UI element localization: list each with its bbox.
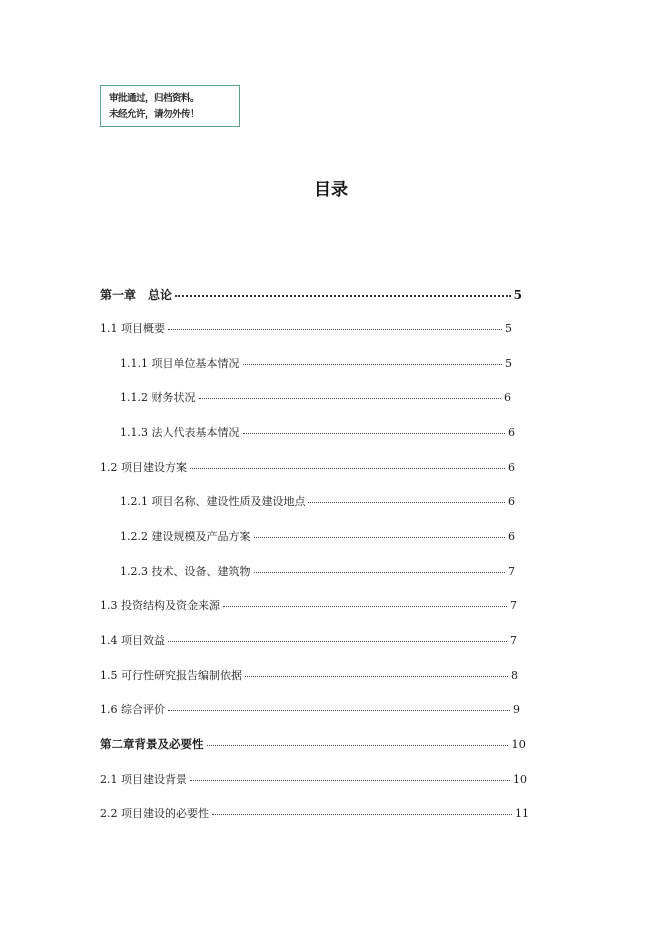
toc-leader — [190, 460, 505, 469]
toc-entry[interactable] — [120, 424, 515, 442]
toc-page: 6 — [508, 530, 515, 543]
toc-entry[interactable] — [100, 701, 520, 719]
toc-page: 6 — [504, 391, 511, 404]
toc-page: 7 — [508, 565, 515, 578]
toc-label: 1.1.3 法人代表基本情况 — [120, 426, 240, 439]
toc-page: 10 — [511, 737, 526, 751]
toc-entry[interactable] — [100, 667, 518, 685]
toc-page: 5 — [505, 322, 512, 335]
toc-entry[interactable] — [120, 389, 511, 407]
toc-label: 1.2.3 技术、设备、建筑物 — [120, 565, 251, 578]
toc-page: 7 — [510, 634, 517, 647]
toc-label: 1.1.2 财务状况 — [120, 391, 196, 404]
toc-label: 1.3 投资结构及资金来源 — [100, 599, 220, 612]
toc-leader — [175, 287, 511, 297]
confidential-stamp — [100, 85, 240, 127]
toc-entry[interactable] — [100, 459, 515, 477]
toc-entry[interactable] — [120, 528, 515, 546]
toc-leader — [308, 494, 505, 503]
toc-entry[interactable] — [100, 286, 522, 304]
toc-leader — [243, 425, 506, 434]
toc-entry[interactable] — [120, 493, 515, 511]
toc-entry[interactable] — [100, 320, 512, 338]
toc-entry[interactable] — [100, 736, 526, 754]
toc-page: 11 — [515, 807, 529, 820]
toc-leader — [212, 806, 512, 815]
toc-page: 7 — [510, 599, 517, 612]
toc-label: 1.1 项目概要 — [100, 322, 165, 335]
toc-entry[interactable] — [120, 355, 512, 373]
toc-page: 9 — [513, 703, 520, 716]
toc-leader — [207, 737, 509, 746]
toc-label: 1.2.2 建设规模及产品方案 — [120, 530, 251, 543]
stamp-line-1: 审批通过，归档资料。 — [109, 93, 200, 104]
toc-page: 10 — [513, 773, 527, 786]
toc-page: 6 — [508, 461, 515, 474]
toc-label: 2.2 项目建设的必要性 — [100, 807, 209, 820]
toc-label: 1.1.1 项目单位基本情况 — [120, 357, 240, 370]
toc-leader — [254, 564, 506, 573]
toc-page: 6 — [508, 495, 515, 508]
stamp-line-2: 未经允许，请勿外传！ — [109, 109, 200, 120]
toc-leader — [199, 390, 502, 399]
toc-label: 第一章 总论 — [100, 288, 173, 302]
toc-label: 第二章背景及必要性 — [100, 737, 204, 751]
toc-entry[interactable] — [100, 597, 517, 615]
toc-page: 8 — [511, 669, 518, 682]
toc-entry[interactable] — [120, 563, 515, 581]
toc-leader — [223, 598, 507, 607]
toc-label: 2.1 项目建设背景 — [100, 773, 187, 786]
toc-entry[interactable] — [100, 771, 527, 789]
toc-label: 1.4 项目效益 — [100, 634, 165, 647]
toc-label: 1.6 综合评价 — [100, 703, 165, 716]
toc-label: 1.5 可行性研究报告编制依据 — [100, 669, 242, 682]
page-title: 目录 — [314, 180, 348, 200]
toc-label: 1.2.1 项目名称、建设性质及建设地点 — [120, 495, 306, 508]
toc-leader — [168, 633, 507, 642]
toc-entry[interactable] — [100, 805, 529, 823]
toc-page: 5 — [513, 288, 522, 302]
toc-leader — [243, 356, 503, 365]
toc-page: 5 — [505, 357, 512, 370]
toc-leader — [168, 702, 510, 711]
toc-label: 1.2 项目建设方案 — [100, 461, 187, 474]
toc-entry[interactable] — [100, 632, 517, 650]
toc-leader — [168, 321, 502, 330]
toc-page: 6 — [508, 426, 515, 439]
toc-leader — [245, 668, 508, 677]
toc-leader — [190, 772, 510, 781]
toc-leader — [254, 529, 506, 538]
